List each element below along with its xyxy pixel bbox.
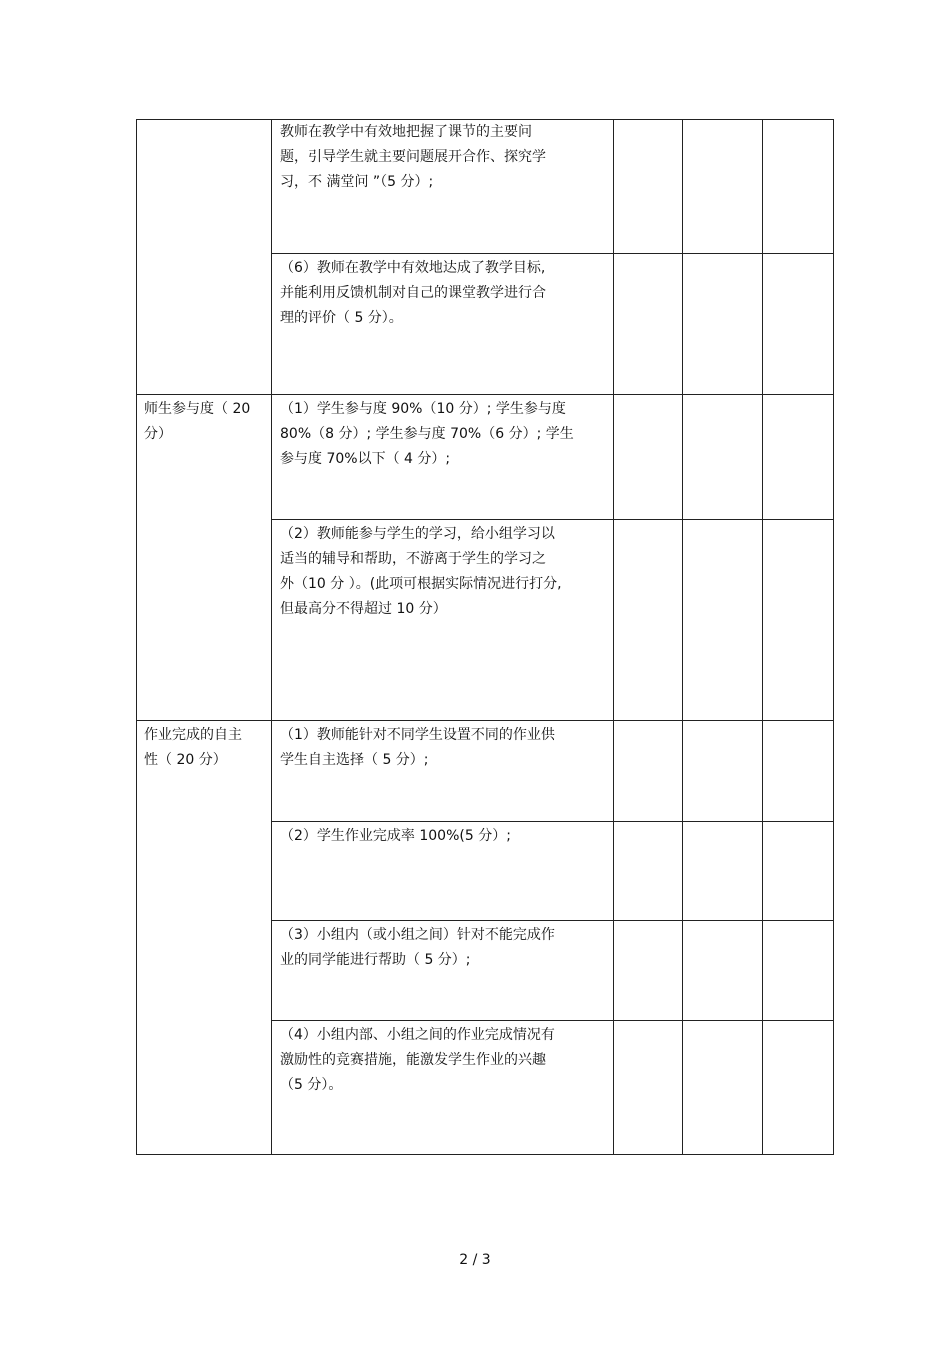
criterion-text: 教师在教学中有效地把握了课节的主要问 题，引导学生就主要问题展开合作、探究学 习，不 满堂问 ”（5 分）; [280, 124, 546, 190]
criterion-cell [272, 254, 614, 395]
table-row [137, 120, 834, 254]
score-cell [763, 520, 834, 721]
criterion-text: （1）教师能针对不同学生设置不同的作业供 学生自主选择（ 5 分）; [280, 727, 555, 768]
score-cell [614, 520, 683, 721]
criterion-text: （1）学生参与度 90%（10 分）; 学生参与度 80%（8 分）; 学生参与度 70%（6 分）; 学生 参与度 70%以下（ 4 分）; [280, 401, 574, 467]
criterion-text: （6）教师在教学中有效地达成了教学目标, 并能利用反馈机制对自己的课堂教学进行合 理的评价（ 5 分）。 [280, 260, 546, 326]
score-cell [763, 120, 834, 254]
score-cell [614, 254, 683, 395]
score-cell [683, 254, 763, 395]
category-cell: 作业完成的自主 性（ 20 分） [137, 721, 272, 1155]
score-cell [683, 721, 763, 822]
criterion-cell [272, 921, 614, 1021]
score-cell [683, 395, 763, 520]
criterion-text: （2）教师能参与学生的学习，给小组学习以 适当的辅导和帮助，不游离于学生的学习之 外（10 分 ）。(此项可根据实际情况进行打分, 但最高分不得超过 10 分） [280, 526, 562, 617]
criterion-text: （3）小组内（或小组之间）针对不能完成作 业的同学能进行帮助（ 5 分）; [280, 927, 555, 968]
evaluation-table [136, 119, 834, 1155]
criterion-cell [272, 120, 614, 254]
score-cell [614, 921, 683, 1021]
table-row [137, 721, 834, 822]
category-cell [137, 120, 272, 395]
criterion-cell [272, 721, 614, 822]
score-cell [614, 120, 683, 254]
criterion-cell [272, 822, 614, 921]
category-cell: 师生参与度（ 20 分） [137, 395, 272, 721]
score-cell [763, 721, 834, 822]
table-row [137, 395, 834, 520]
score-cell [614, 822, 683, 921]
score-cell [763, 254, 834, 395]
score-cell [683, 520, 763, 721]
criterion-cell [272, 1021, 614, 1155]
score-cell [763, 395, 834, 520]
score-cell [683, 921, 763, 1021]
score-cell [614, 395, 683, 520]
score-cell [683, 822, 763, 921]
score-cell [683, 120, 763, 254]
score-cell [763, 1021, 834, 1155]
criterion-text: （2）学生作业完成率 100%(5 分）; [280, 828, 511, 844]
score-cell [763, 822, 834, 921]
score-cell [614, 1021, 683, 1155]
criterion-cell [272, 520, 614, 721]
score-cell [763, 921, 834, 1021]
criterion-cell [272, 395, 614, 520]
score-cell [683, 1021, 763, 1155]
criterion-text: （4）小组内部、小组之间的作业完成情况有 激励性的竞赛措施，能激发学生作业的兴趣 （5 分）。 [280, 1027, 555, 1093]
score-cell [614, 721, 683, 822]
page-number: 2 / 3 [459, 1252, 491, 1268]
